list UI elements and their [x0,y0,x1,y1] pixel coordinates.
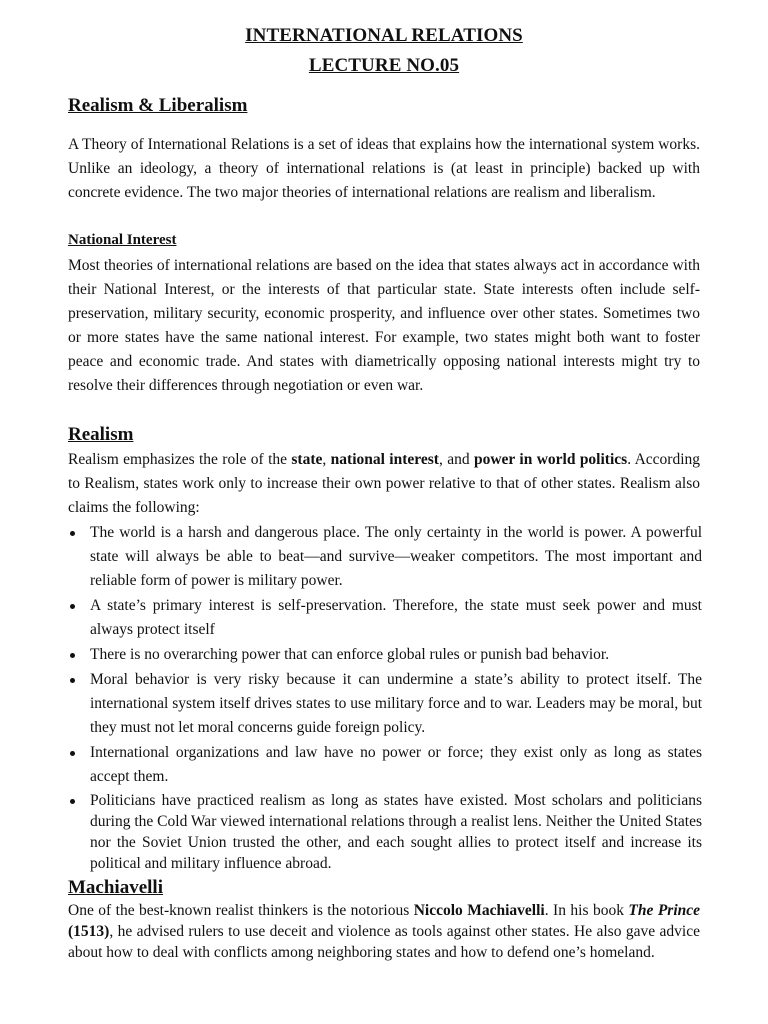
realism-text: . [627,451,632,468]
bullet-icon [70,531,75,536]
document-title: INTERNATIONAL RELATIONS [245,25,523,46]
bullet-icon [70,653,75,658]
realism-intro-paragraph [68,448,700,520]
bullet-icon [70,678,75,683]
keyword-state: state [291,451,323,468]
national-interest-paragraph: Most theories of international relations are based on the idea that states always act in accordance with their National Interest, or the interests of that particular state. State interests often include self-preservation, military security, economic prosperity, and influence over other states. Sometimes two or more states have the same national interest. For example, two states might both want to foster peace and economic trade. And states with diametrically opposing national interests might try to resolve their differences through negotiation or even war. [68,257,700,394]
list-item [68,741,702,789]
book-year: (1513) [68,923,110,940]
realism-text: According to Realism, states work only to increase their own power relative to that of other states. Realism also claims the following: [68,451,701,516]
section-heading-machiavelli: Machiavelli [68,877,163,898]
list-item-text: Moral behavior is very risky because it can undermine a state’s ability to protect itself. The international system itself drives states to use military force and to war. Leaders may be moral, but they must not let moral concerns guide foreign policy. [90,671,702,736]
machiavelli-text: One of the best-known realist thinkers is the notorious [68,902,414,919]
list-item-text: A state’s primary interest is self-preservation. Therefore, the state must seek power and must always protect itself [90,597,702,638]
subheading-national-interest: National Interest [68,232,177,248]
book-title: The Prince [628,902,701,919]
list-item-text: There is no overarching power that can enforce global rules or punish bad behavior. [90,646,610,663]
lecture-number: LECTURE NO.05 [308,55,460,76]
realism-text: , [322,451,331,468]
realism-claims-list [68,521,702,874]
realism-text: Realism emphasizes the role of the [68,451,292,468]
section-heading-realism-liberalism: Realism & Liberalism [68,95,248,116]
bullet-icon [70,604,75,609]
realism-text: , and [438,451,474,468]
list-item [68,594,702,642]
list-item [68,790,702,874]
keyword-power-in-world-politics: power in world politics [473,451,628,468]
list-item [68,643,702,667]
list-item [68,521,702,593]
name-niccolo-machiavelli: Niccolo Machiavelli [413,902,545,919]
intro-paragraph: A Theory of International Relations is a set of ideas that explains how the international system works. Unlike an ideology, a theory of international relations is (at least in principle) backed up with concrete evidence. The two major theories of international relations are realism and liberalism. [68,136,700,201]
section-heading-realism: Realism [68,424,134,445]
list-item-text: International organizations and law have no power or force; they exist only as long as states accept them. [90,744,702,785]
bullet-icon [70,751,75,756]
list-item [68,668,702,740]
list-item-text: The world is a harsh and dangerous place. The only certainty in the world is power. A powerful state will always be able to beat—and survive—weaker competitors. The most important and reliable form of power is military power. [90,524,702,589]
bullet-icon [70,799,75,804]
machiavelli-text: , he advised rulers to use deceit and violence as tools against other states. He also gave advice about how to deal with conflicts among neighboring states and how to defend one’s homeland. [68,923,700,961]
list-item-text: Politicians have practiced realism as long as states have existed. Most scholars and politicians during the Cold War viewed international relations through a realist lens. Neither the United States nor the Soviet Union trusted the other, and each sought allies to protect itself and increase its political and military influence abroad. [90,792,702,872]
keyword-national-interest: national interest [330,451,439,468]
machiavelli-text: . In his book [544,902,629,919]
machiavelli-paragraph [68,900,700,963]
